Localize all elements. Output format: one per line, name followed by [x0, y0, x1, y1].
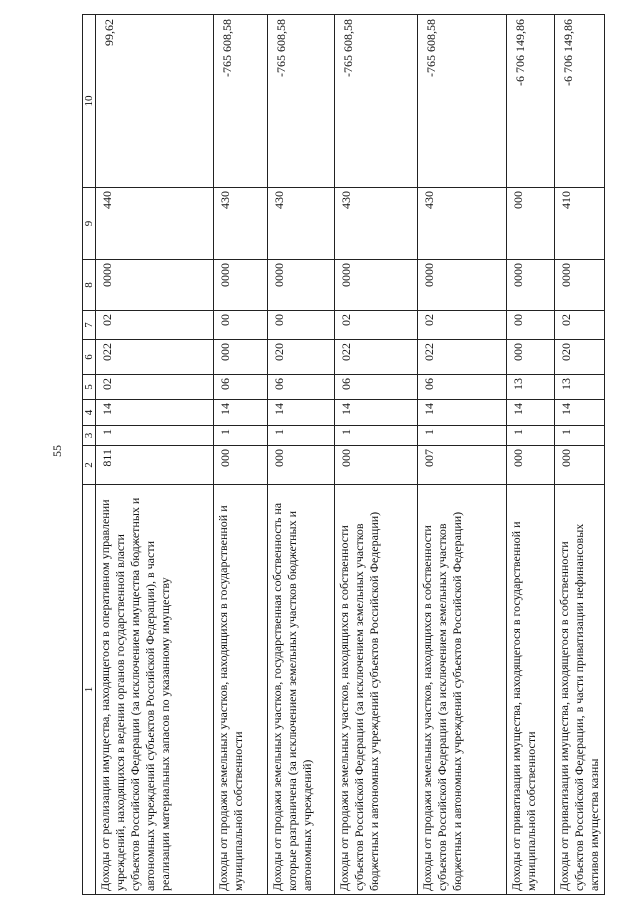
header-cell: 2	[83, 446, 96, 485]
code-cell-c7: 02	[418, 311, 507, 340]
table-row	[555, 15, 605, 895]
row-description: Доходы от продажи земельных участков, находящихся в государственной и муниципальной собственности	[214, 485, 268, 895]
code-cell-c6: 020	[268, 340, 335, 375]
code-cell-c6: 022	[96, 340, 214, 375]
header-cell: 3	[83, 426, 96, 446]
code-cell-c8: 0000	[268, 260, 335, 311]
code-cell-c7: 02	[96, 311, 214, 340]
row-description: Доходы от продажи земельных участков, государственная собственность на которые разграничена (за исключением земельных участков бюджетных и автономных учреждений)	[268, 485, 335, 895]
code-cell-c3: 1	[507, 426, 555, 446]
code-cell-c5: 06	[418, 375, 507, 400]
code-cell-c9: 430	[335, 188, 418, 260]
table-row	[268, 15, 335, 895]
code-cell-c8: 0000	[335, 260, 418, 311]
header-cell: 9	[83, 188, 96, 260]
table-row	[96, 15, 214, 895]
row-description: Доходы от приватизации имущества, находящегося в собственности субъектов Российской Федерации, в части приватизации нефинансовых активов имущества казны	[555, 485, 605, 895]
code-cell-c9: 430	[214, 188, 268, 260]
amount-cell: -765 608,58	[335, 15, 418, 188]
code-cell-c2: 000	[214, 446, 268, 485]
code-cell-c3: 1	[335, 426, 418, 446]
code-cell-c6: 022	[418, 340, 507, 375]
code-cell-c9: 430	[268, 188, 335, 260]
code-cell-c6: 000	[507, 340, 555, 375]
code-cell-c2: 007	[418, 446, 507, 485]
code-cell-c5: 13	[507, 375, 555, 400]
code-cell-c3: 1	[96, 426, 214, 446]
code-cell-c6: 022	[335, 340, 418, 375]
revenue-table	[82, 14, 605, 895]
code-cell-c4: 14	[555, 400, 605, 426]
code-cell-c8: 0000	[96, 260, 214, 311]
code-cell-c7: 00	[214, 311, 268, 340]
code-cell-c5: 06	[268, 375, 335, 400]
code-cell-c9: 440	[96, 188, 214, 260]
code-cell-c3: 1	[268, 426, 335, 446]
amount-cell: 99,62	[96, 15, 214, 188]
row-description: Доходы от продажи земельных участков, находящихся в собственности субъектов Российской Федерации (за исключением земельных участков бюджетных и автономных учреждений субъектов Российской Федерации)	[418, 485, 507, 895]
code-cell-c5: 02	[96, 375, 214, 400]
amount-cell: -765 608,58	[268, 15, 335, 188]
table-row	[335, 15, 418, 895]
code-cell-c5: 06	[335, 375, 418, 400]
rotated-table-container	[82, 15, 612, 895]
row-description: Доходы от продажи земельных участков, находящихся в собственности субъектов Российской Федерации (за исключением земельных участков бюджетных и автономных учреждений субъектов Российской Федерации)	[335, 485, 418, 895]
table-row	[418, 15, 507, 895]
amount-cell: -765 608,58	[418, 15, 507, 188]
column-number-header	[83, 15, 96, 895]
table-row	[214, 15, 268, 895]
code-cell-c3: 1	[418, 426, 507, 446]
code-cell-c7: 02	[555, 311, 605, 340]
code-cell-c3: 1	[555, 426, 605, 446]
code-cell-c4: 14	[96, 400, 214, 426]
code-cell-c2: 000	[335, 446, 418, 485]
code-cell-c2: 000	[507, 446, 555, 485]
amount-cell: -765 608,58	[214, 15, 268, 188]
code-cell-c4: 14	[335, 400, 418, 426]
code-cell-c5: 06	[214, 375, 268, 400]
code-cell-c4: 14	[507, 400, 555, 426]
amount-cell: -6 706 149,86	[555, 15, 605, 188]
code-cell-c6: 000	[214, 340, 268, 375]
table-row	[507, 15, 555, 895]
header-cell: 10	[83, 15, 96, 188]
code-cell-c2: 000	[268, 446, 335, 485]
code-cell-c9: 000	[507, 188, 555, 260]
code-cell-c6: 020	[555, 340, 605, 375]
code-cell-c3: 1	[214, 426, 268, 446]
code-cell-c7: 00	[268, 311, 335, 340]
code-cell-c7: 00	[507, 311, 555, 340]
code-cell-c8: 0000	[214, 260, 268, 311]
code-cell-c2: 811	[96, 446, 214, 485]
code-cell-c4: 14	[418, 400, 507, 426]
row-description: Доходы от реализации имущества, находящегося в оперативном управлении учреждений, находящихся в ведении органов государственной власти субъектов Российской Федерации (за исключением имущества бюджетных и автономных учреждений субъектов Российской Федерации), в части реализации материальных запасов по указанному имуществу	[96, 485, 214, 895]
code-cell-c8: 0000	[418, 260, 507, 311]
code-cell-c9: 430	[418, 188, 507, 260]
header-cell: 5	[83, 375, 96, 400]
code-cell-c2: 000	[555, 446, 605, 485]
header-cell: 8	[83, 260, 96, 311]
code-cell-c7: 02	[335, 311, 418, 340]
header-cell: 4	[83, 400, 96, 426]
page-number: 55	[50, 445, 64, 457]
code-cell-c4: 14	[268, 400, 335, 426]
header-cell: 6	[83, 340, 96, 375]
header-cell: 1	[83, 485, 96, 895]
amount-cell: -6 706 149,86	[507, 15, 555, 188]
row-description: Доходы от приватизации имущества, находящегося в государственной и муниципальной собственности	[507, 485, 555, 895]
header-cell: 7	[83, 311, 96, 340]
code-cell-c8: 0000	[507, 260, 555, 311]
code-cell-c9: 410	[555, 188, 605, 260]
code-cell-c5: 13	[555, 375, 605, 400]
code-cell-c8: 0000	[555, 260, 605, 311]
code-cell-c4: 14	[214, 400, 268, 426]
